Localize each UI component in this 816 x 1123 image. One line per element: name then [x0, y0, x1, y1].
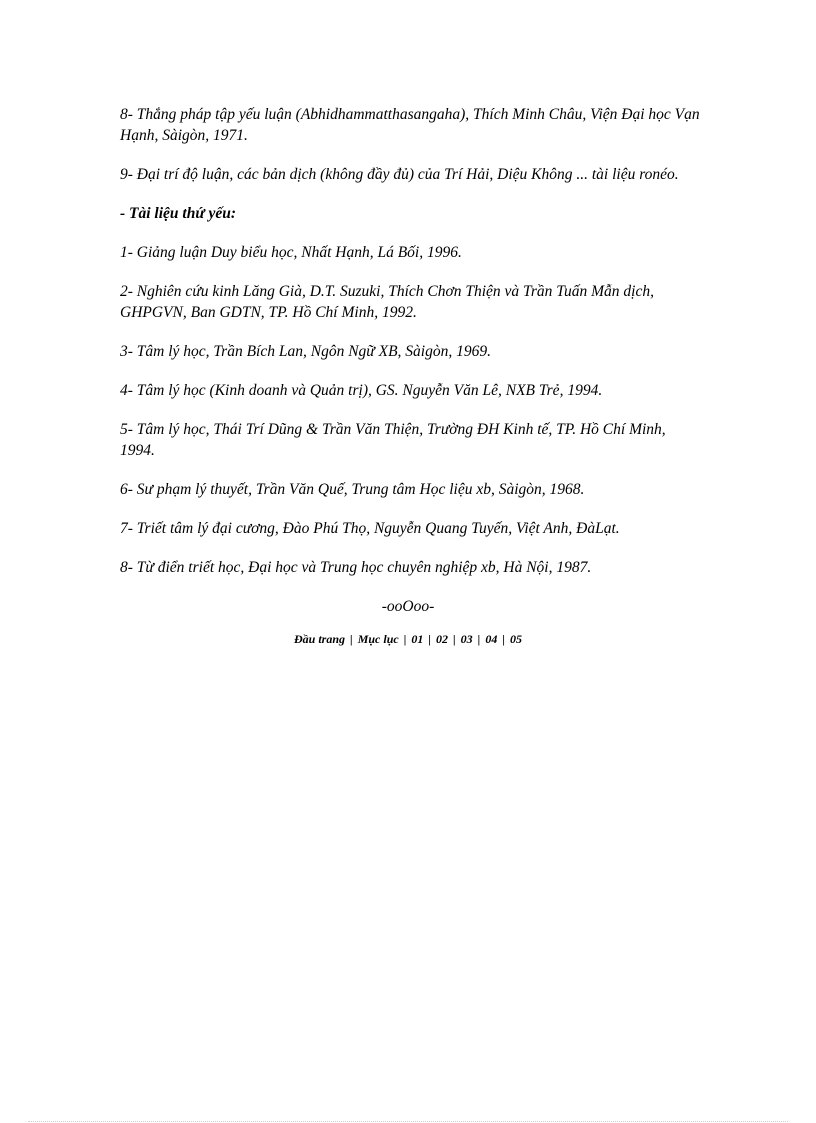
reference-entry: 7- Triết tâm lý đại cương, Đào Phú Thọ, Nguyễn Quang Tuyến, Việt Anh, ĐàLạt. [120, 520, 620, 537]
reference-entry: 6- Sư phạm lý thuyết, Trần Văn Quế, Trung tâm Học liệu xb, Sàigòn, 1968. [120, 481, 585, 498]
nav-divider: | [428, 632, 432, 646]
reference-entry: 8- Từ điển triết học, Đại học và Trung học chuyên nghiệp xb, Hà Nội, 1987. [120, 559, 592, 576]
page-navigation [120, 631, 696, 647]
page-bottom-rule [28, 1121, 788, 1122]
nav-divider: | [403, 632, 407, 646]
reference-entry: 4- Tâm lý học (Kinh doanh và Quản trị), GS. Nguyễn Văn Lê, NXB Trẻ, 1994. [120, 382, 603, 399]
nav-divider: | [350, 632, 353, 646]
nav-link-top[interactable]: Đầu trang [294, 632, 346, 646]
reference-entry: 2- Nghiên cứu kinh Lăng Già, D.T. Suzuki, Thích Chơn Thiện và Trần Tuấn Mẫn dịch, GHPGVN, Ban GDTN, TP. Hồ Chí Minh, 1992. [120, 283, 654, 321]
reference-entry: 8- Thắng pháp tập yếu luận (Abhidhammatthasangaha), Thích Minh Châu, Viện Đại học Vạn Hạnh, Sàigòn, 1971. [120, 106, 700, 144]
nav-divider: | [502, 632, 505, 646]
document-content [120, 104, 700, 647]
reference-entry: 9- Đại trí độ luận, các bản dịch (không đầy đủ) của Trí Hải, Diệu Không ... tài liệu ronéo. [120, 166, 679, 183]
nav-link-page-03[interactable]: 03 [460, 632, 473, 646]
nav-divider: | [453, 632, 456, 646]
nav-link-page-01[interactable]: 01 [411, 632, 424, 646]
section-heading-secondary-sources: - Tài liệu thứ yếu: [120, 205, 237, 222]
section-separator: -ooOoo- [381, 598, 435, 615]
nav-divider: | [477, 632, 481, 646]
reference-entry: 1- Giảng luận Duy biểu học, Nhất Hạnh, Lá Bối, 1996. [120, 244, 462, 261]
nav-link-toc[interactable]: Mục lục [357, 632, 399, 646]
reference-entry: 3- Tâm lý học, Trần Bích Lan, Ngôn Ngữ XB, Sàigòn, 1969. [120, 343, 491, 360]
nav-link-page-05[interactable]: 05 [509, 632, 522, 646]
reference-entry: 5- Tâm lý học, Thái Trí Dũng & Trần Văn Thiện, Trường ĐH Kinh tế, TP. Hồ Chí Minh, 1994. [120, 421, 666, 459]
nav-link-page-02[interactable]: 02 [436, 632, 449, 646]
nav-link-page-04[interactable]: 04 [485, 632, 498, 646]
